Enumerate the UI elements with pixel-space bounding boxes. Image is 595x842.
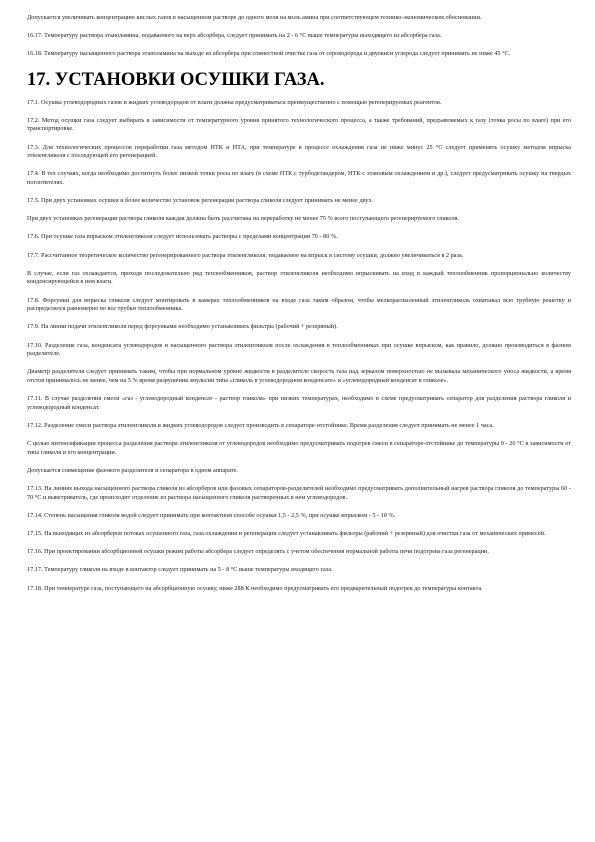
paragraph: С целью интенсификации процесса разделения раствора этиленгликоля от углеводородов необходимо предусматривать подогрев смеси в сепараторе-отстойнике до температуры 0 - 20 °С в зависимости от типа гликоля и его концентрации.: [27, 440, 571, 456]
paragraph: Допускается увеличивать концентрацию кислых газов в насыщенном растворе до одного моля на моль амина при соответствующем технико-экономическом обосновании.: [27, 14, 482, 21]
paragraph: 17.9. На линии подачи этиленгликоля перед форсунками необходимо устанавливать фильтры (рабочий + резервный).: [27, 323, 338, 331]
paragraph: 17.18. При температуре газа, поступающего на абсорбционную осушку, ниже 288 К необходимо предусматривать его предварительный подогрев до температуры контакта.: [27, 584, 483, 592]
paragraph: 17.1. Осушка углеводородных газов и жидких углеводородов от влаги должна предусматриваться преимущественно с помощью регенерируемых реагентов.: [27, 98, 442, 106]
paragraph: 16.18. Температуру насыщенного раствора этаноламина на выходе из абсорбера при совместной очистке газа от сероводорода и двуокиси углерода следует принимать не ниже 45 °С.: [27, 50, 511, 58]
paragraph: 17.15. На выходящих из абсорберов потоках осушенного газа, газа охлаждения и регенерации следует устанавливать фильтры (рабочий + резервный) для очистки газа от механических примесей.: [27, 530, 546, 538]
paragraph: 17.10. Разделение газа, конденсата углеводородов и насыщенного раствора этиленгликоля после охлаждения в теплообменниках при осушке впрыском, как правило, должно производиться в фазном разделителе.: [27, 341, 571, 358]
paragraph: При двух установках регенерации раствора гликоля каждая должна быть рассчитана на переработку не менее 75 % всего поступающего регенерируемого гликоля.: [27, 215, 460, 223]
paragraph: Допускается совмещение фазового разделителя и сепаратора в одном аппарате.: [27, 466, 238, 474]
paragraph: 16.17. Температуру раствора этаноламина, подаваемого на верх абсорбера, следует принимать на 2 - 6 °С выше температуры выходящего из абсорбера газа.: [27, 32, 442, 40]
paragraph: 17.13. На линиях выхода насыщенного раствора гликоля из абсорберов или фазовых сепараторов-разделителей необходимо предусматривать дополнительный нагрев раствора гликоля до температуры 60 - 70 °С и выветриватель, где происходит отделение из раствора насыщенного гликоля растворенных в нем углеводородов.: [27, 485, 571, 501]
paragraph: 17.6. При осушке газа впрыском этиленгликоля следует использовать растворы с пределами концентрации 70 - 80 %.: [27, 233, 338, 241]
paragraph: 17.14. Степень насыщения гликоля водой следует принимать при контактном способе осушки 1,5 - 2,5 %, при осушке впрыском - 5 - 10 %.: [27, 511, 396, 519]
paragraph: 17.2. Метод осушки газа следует выбирать в зависимости от температурного уровня принятого технологического процесса, а также требований, предъявляемых к газу (точка росы по влаге) при его транспортировке.: [27, 116, 571, 133]
intro-block: [27, 14, 571, 59]
section-body: [27, 99, 571, 594]
paragraph: 17.17. Температуру гликоля на входе в контактор следует принимать на 5 - 8 °С выше температуры входящего газа.: [27, 566, 333, 574]
paragraph: 17.16. При проектировании абсорбционной осушки режим работы абсорбера следует определять с учетом обеспечения нормальной работы печи подогрева газа регенерации.: [27, 548, 489, 556]
paragraph: 17.12. Разделение смеси раствора этиленгликоля и жидких углеводородов следует производить в сепараторе-отстойнике. Время разделения следует принимать не менее 1 часа.: [27, 421, 494, 429]
paragraph: 17.11. В случае разделения смеси «газ - углеводородный конденсат - раствор гликоля» при низких температурах, необходимо в схеме предусматривать сепаратор для разделения раствора гликоля и углеводородный конденсат.: [27, 395, 571, 411]
paragraph: 17.7. Рассчитанное теоретическое количество регенерированного раствора этиленгликоля, подаваемое на впрыск в систему осушки, должно увеличиваться в 2 раза.: [27, 251, 464, 259]
paragraph: 17.5. При двух установках осушки и более количество установок регенерации раствора гликоля следует принимать не менее двух.: [27, 197, 374, 205]
paragraph: В случае, если газ охлаждается, проходя последовательно ряд теплообменников, раствор этиленгликоля необходимо впрыскивать на вход в каждый теплообменник пропорционально количеству конденсирующейся в нем влаги.: [27, 269, 571, 286]
paragraph: 17.8. Форсунки для впрыска гликоля следует монтировать в камерах теплообменников на входе газа таким образом, чтобы мелкораспыленный этиленгликоль охватывал всю трубную решетку и распределялся равномерно во все трубки теплообменника.: [27, 296, 571, 313]
paragraph: Диаметр разделителя следует принимать таким, чтобы при нормальном уровне жидкости в разделителе скорость газа над зеркалом поверхностью не вызывала механического уноса жидкости, а время отстоя принималось не менее, чем на 5 % время разрушения эмульсии типа «гликоль в углеводородном конденсате» и «углеводородный конденсат в гликоле».: [27, 368, 571, 384]
paragraph: 17.3. Для технологических процессов переработки газа методом НТК и НТА, при температуре в процессе охлаждения газа не ниже минус 25 °С следует применять осушку методом впрыска этиленгликоля с последующей его регенерацией.: [27, 143, 571, 160]
paragraph: 17.4. В тех случаях, когда необходимо достигнуть более низкой точки росы по влаге (в схеме НТК с турбодетандером, НТК с этановым охлаждением и др.), следует предусматривать осушку на твердых поглотителях.: [27, 170, 571, 186]
section-title: 17. УСТАНОВКИ ОСУШКИ ГАЗА.: [27, 69, 325, 90]
